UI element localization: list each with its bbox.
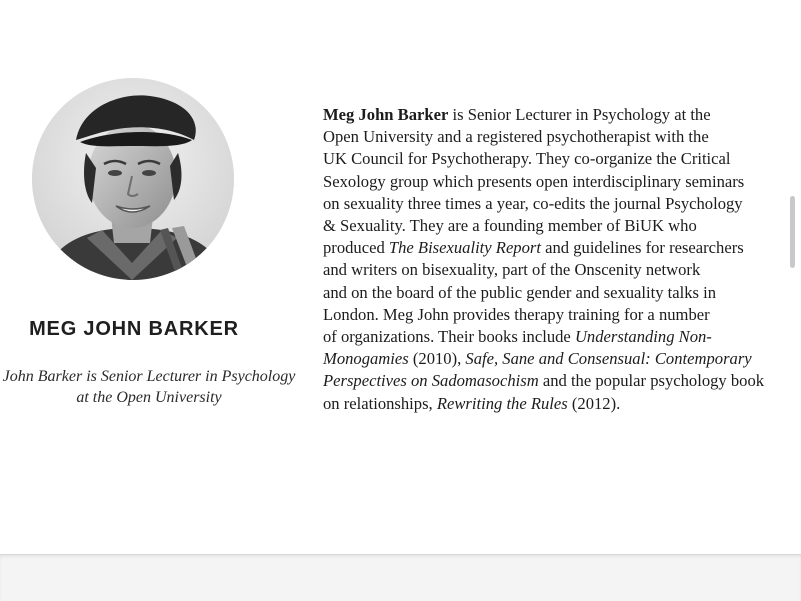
bio-line: on relationships, Rewriting the Rules (2012). (323, 393, 621, 413)
bio-line: Perspectives on Sadomasochism and the popular psychology book (323, 371, 765, 391)
caption-line-2: at the Open University (76, 389, 222, 406)
bio-line: Open University and a registered psychotherapist with the (323, 127, 709, 147)
author-bio (323, 104, 793, 415)
book-title: Rewriting the Rules (436, 393, 568, 413)
book-title: The Bisexuality Report (388, 238, 541, 258)
book-title: Monogamies (323, 349, 409, 369)
bio-line: Monogamies (2010), Safe, Sane and Consensual: Contemporary (323, 349, 752, 369)
book-title: Perspectives on Sadomasochism (323, 371, 539, 391)
bio-line: on sexuality three times a year, co-edits the journal Psychology (323, 193, 743, 213)
bottom-bar (0, 554, 801, 601)
bio-line: and writers on bisexuality, part of the Onscenity network (323, 260, 701, 280)
book-title: Understanding Non- (574, 327, 712, 347)
book-title: Safe, Sane and Consensual: Contemporary (465, 349, 752, 369)
bio-line: produced The Bisexuality Report and guidelines for researchers (323, 238, 744, 258)
bio-line: of organizations. Their books include Understanding Non- (323, 327, 712, 347)
bio-line: London. Meg John provides therapy training for a number (323, 304, 710, 324)
portrait-image (32, 78, 234, 280)
author-caption (0, 366, 306, 408)
scrollbar-thumb[interactable] (790, 196, 795, 268)
bio-name-bold: Meg John Barker (323, 105, 449, 124)
bio-line: Meg John Barker is Senior Lecturer in Psychology at the (323, 105, 711, 124)
author-name: MEG JOHN BARKER (29, 318, 239, 340)
bio-line: UK Council for Psychotherapy. They co-organize the Critical (323, 149, 731, 169)
bio-line: & Sexuality. They are a founding member of BiUK who (323, 216, 697, 236)
author-photo (32, 78, 234, 280)
bio-line: Sexology group which presents open interdisciplinary seminars (323, 171, 745, 191)
caption-line-1: John Barker is Senior Lecturer in Psychology (2, 368, 296, 385)
bio-line: and on the board of the public gender and sexuality talks in (323, 282, 717, 302)
